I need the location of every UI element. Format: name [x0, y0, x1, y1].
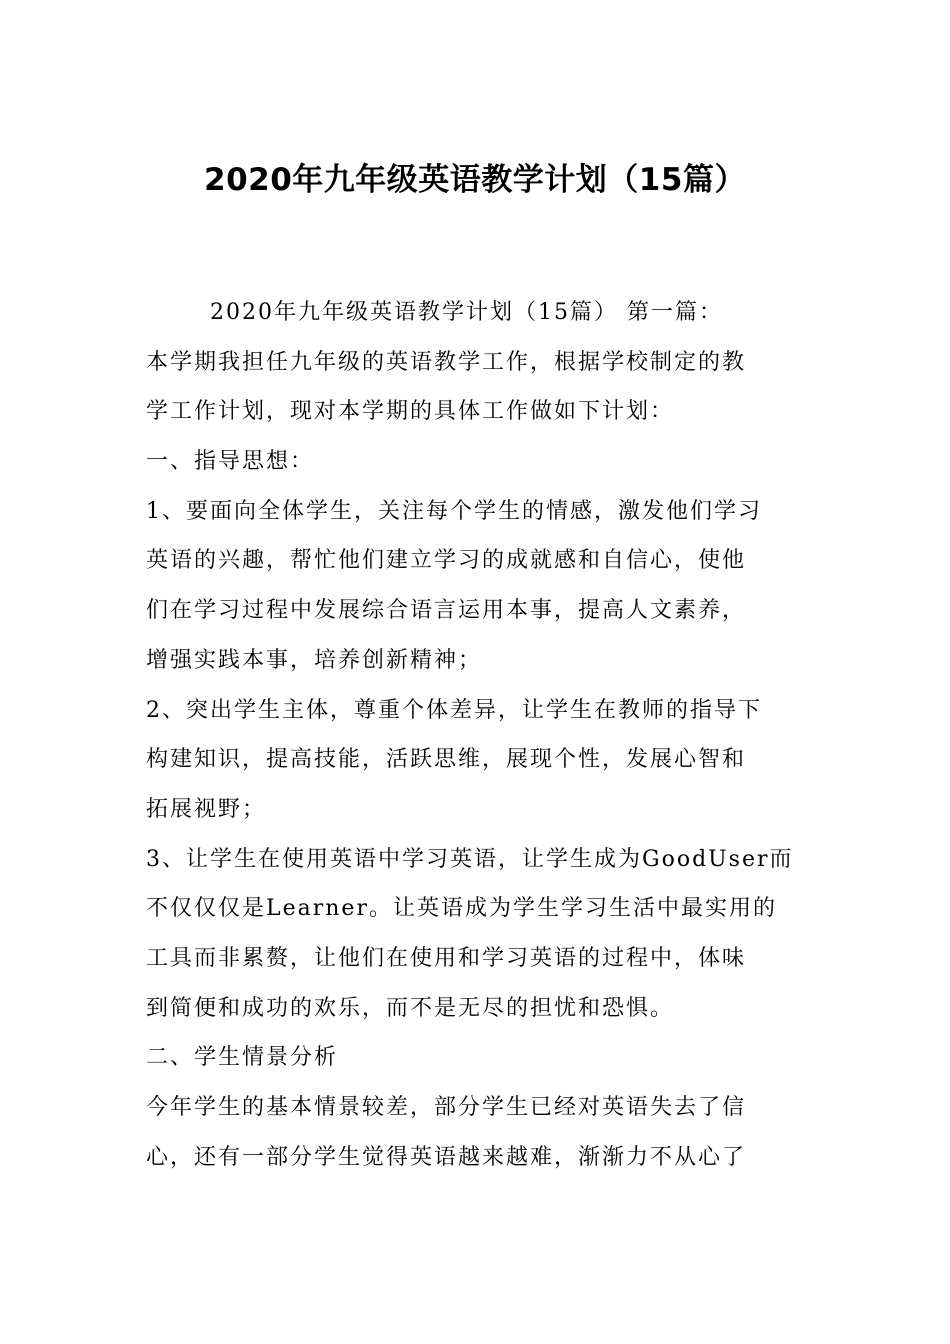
section-heading-guiding-thought: 一、指导思想：: [146, 449, 315, 475]
paragraph-line: 工具而非累赘，让他们在使用和学习英语的过程中，体味: [146, 945, 747, 971]
paragraph-line: 到简便和成功的欢乐，而不是无尽的担忧和恐惧。: [146, 995, 675, 1021]
paragraph-line: 学工作计划，现对本学期的具体工作做如下计划：: [146, 399, 675, 425]
paragraph-line: 拓展视野；: [146, 796, 267, 822]
section-heading-first: 2020年九年级英语教学计划（15篇） 第一篇：: [210, 300, 723, 325]
paragraph-line: 1、要面向全体学生，关注每个学生的情感，激发他们学习: [146, 498, 762, 524]
paragraph-line: 3、让学生在使用英语中学习英语，让学生成为GoodUser而: [146, 846, 794, 872]
paragraph-line: 心，还有一部分学生觉得英语越来越难，渐渐力不从心了: [146, 1144, 747, 1170]
section-heading-student-analysis: 二、学生情景分析: [146, 1045, 339, 1071]
document-body: [146, 288, 810, 1182]
paragraph-line: 本学期我担任九年级的英语教学工作，根据学校制定的教: [146, 349, 747, 375]
paragraph-line: 构建知识，提高技能，活跃思维，展现个性，发展心智和: [146, 747, 747, 773]
paragraph-line: 们在学习过程中发展综合语言运用本事，提高人文素养，: [146, 598, 747, 624]
paragraph-line: 英语的兴趣，帮忙他们建立学习的成就感和自信心，使他: [146, 548, 747, 574]
paragraph-line: 增强实践本事，培养创新精神；: [146, 647, 483, 673]
paragraph-line: 今年学生的基本情景较差，部分学生已经对英语失去了信: [146, 1095, 747, 1120]
paragraph-line: 不仅仅仅是Learner。让英语成为学生学习生活中最实用的: [146, 896, 777, 922]
document-title: 2020年九年级英语教学计划（15篇）: [204, 162, 746, 198]
paragraph-line: 2、突出学生主体，尊重个体差异，让学生在教师的指导下: [146, 697, 762, 723]
